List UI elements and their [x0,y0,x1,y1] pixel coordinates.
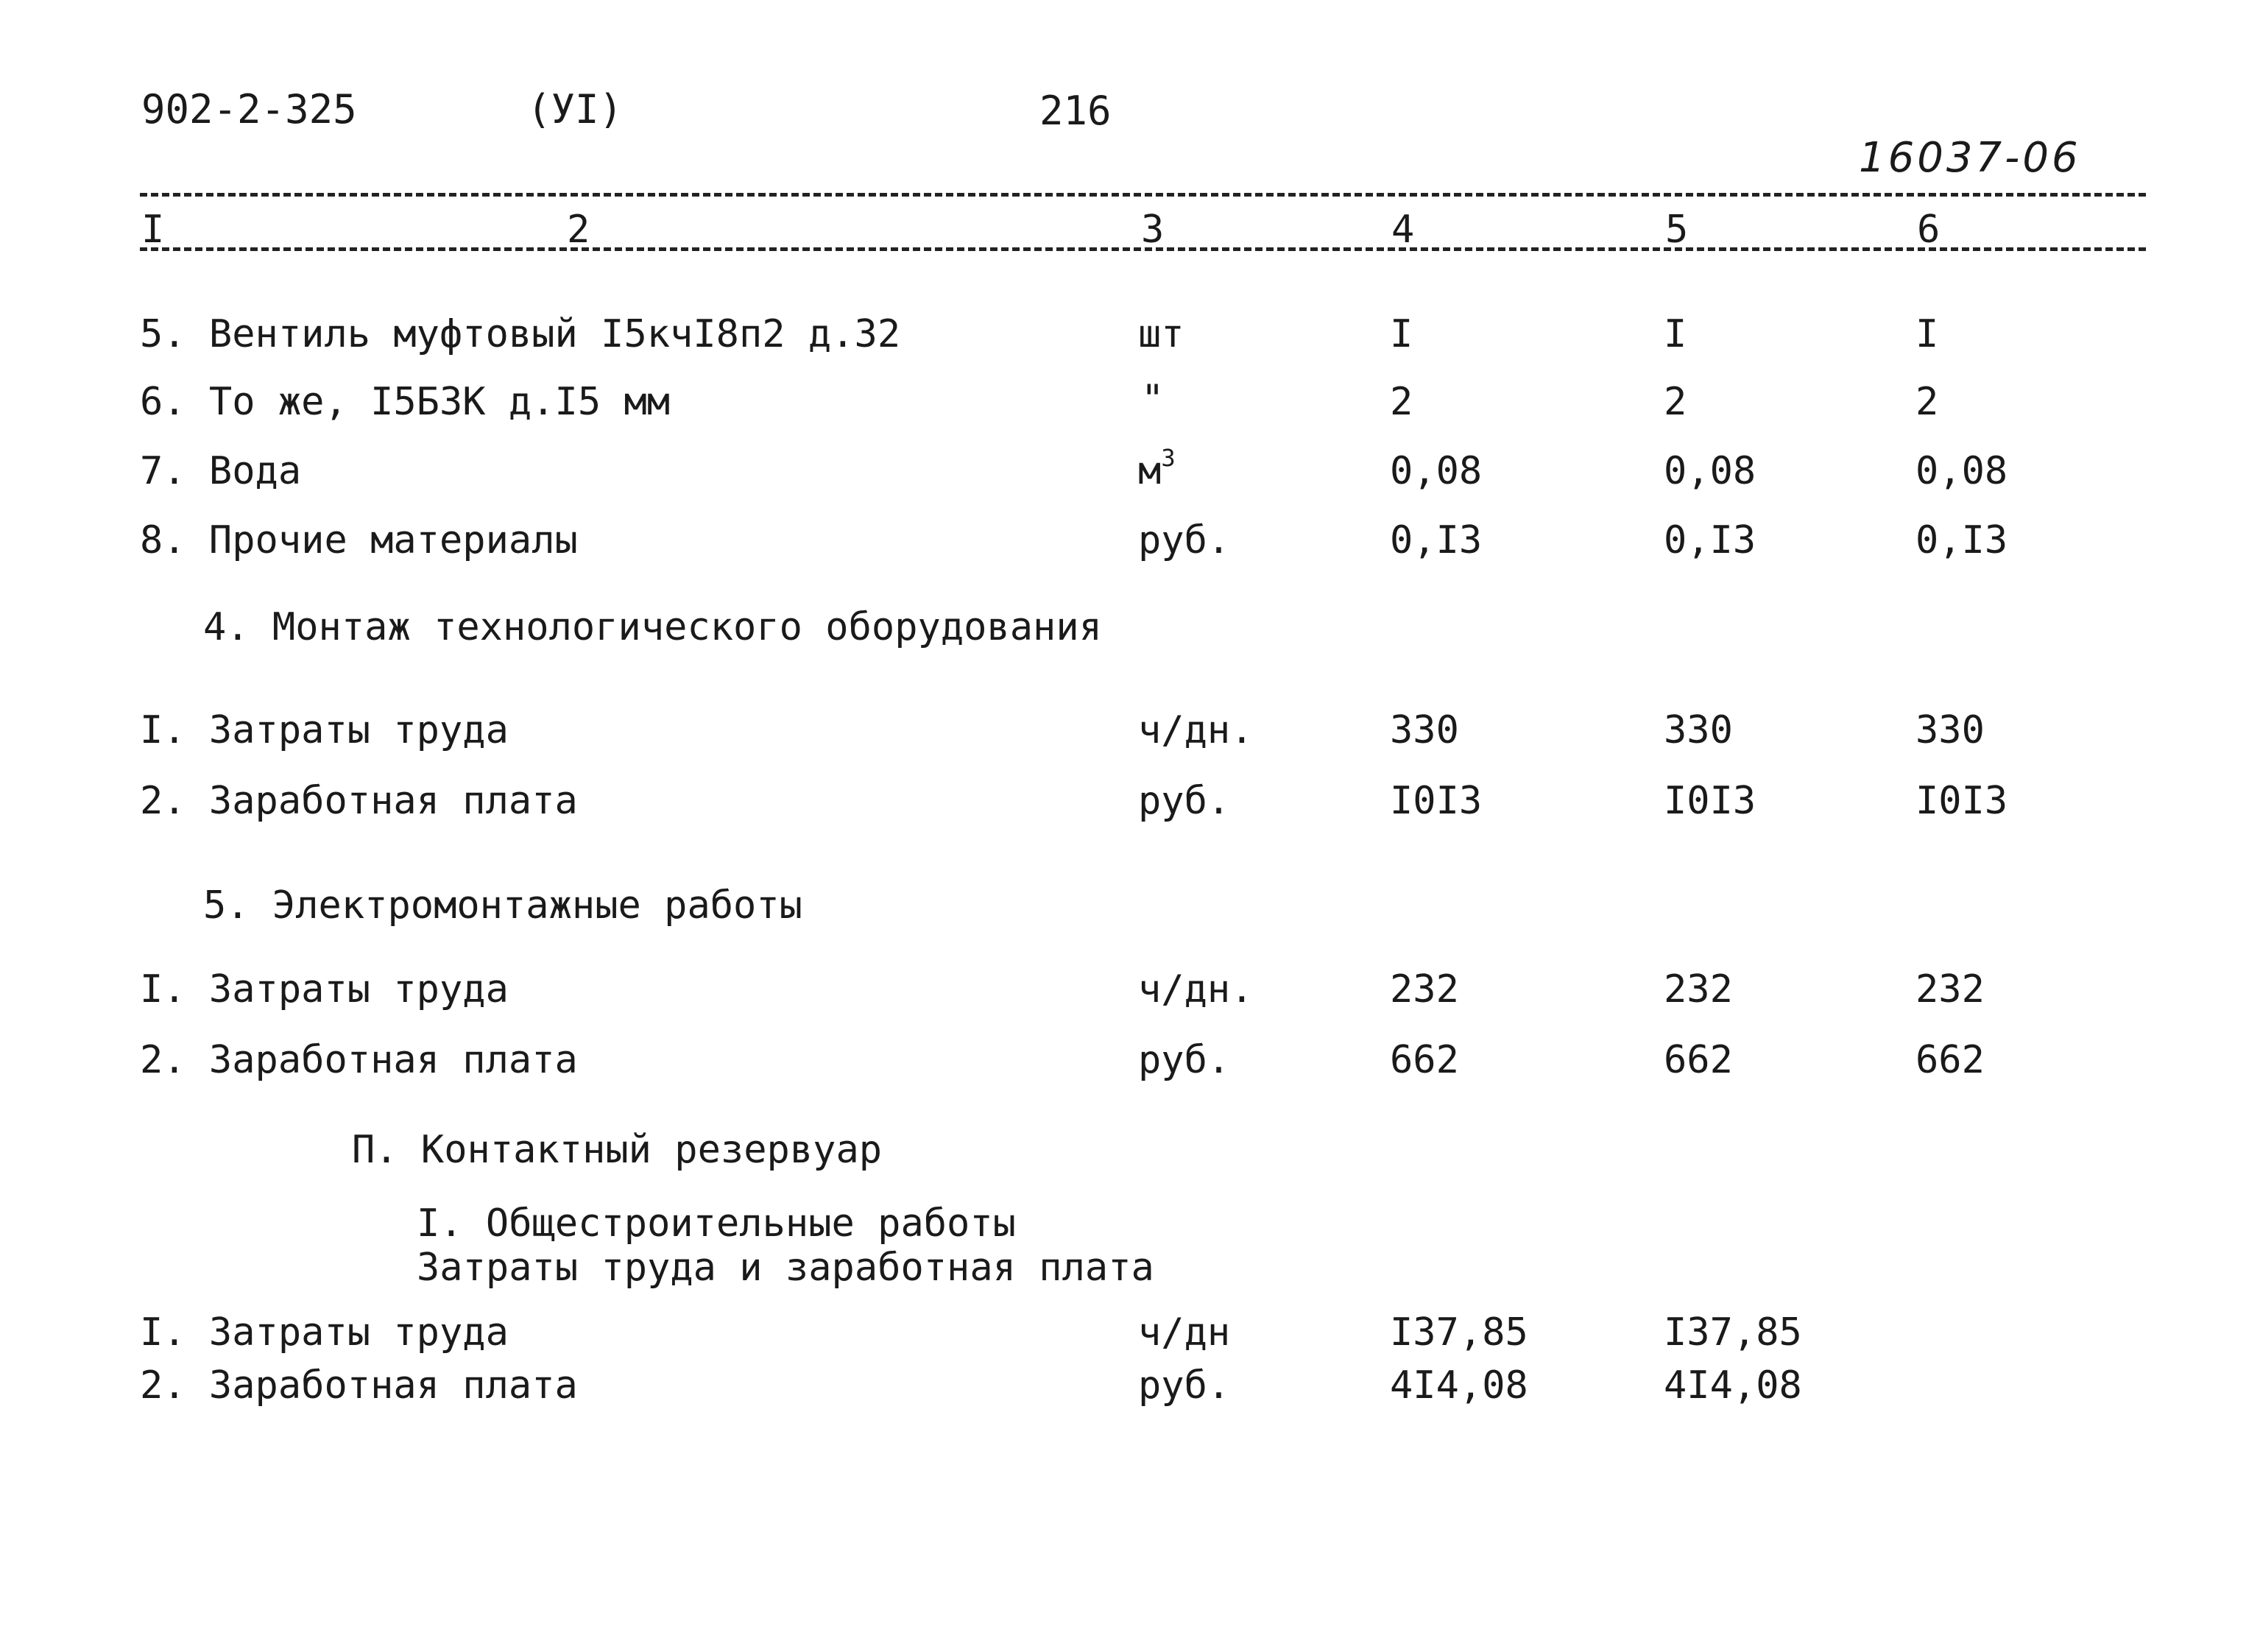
header-rule-bottom [140,247,2146,251]
row-value-col5: 0,I3 [1664,518,1756,562]
row-value-col6: 0,I3 [1915,518,2008,562]
row-name: I. Затраты труда [140,708,509,752]
row-name: 7. Вода [140,449,302,493]
header-rule-top [140,193,2146,197]
row-value-col6: 662 [1915,1038,1985,1082]
row-value-col4: 2 [1390,380,1413,424]
section-title: 4. Монтаж технологического оборудования [203,605,1102,649]
row-unit: ч/дн [1138,1310,1231,1355]
column-number-5: 5 [1665,208,1689,252]
row-unit: руб. [1138,1038,1231,1082]
subsection-subtitle: Затраты труда и заработная плата [417,1246,1154,1290]
unit-superscript: 3 [1161,444,1176,472]
row-unit [1138,444,1176,493]
column-number-4: 4 [1391,208,1415,252]
row-value-col4: 4I4,08 [1390,1363,1528,1408]
row-value-col5: 662 [1664,1038,1733,1082]
document-number: 902-2-325 [141,86,357,133]
sheet-code: 16037-06 [1859,134,2081,182]
row-value-col5: 2 [1664,380,1687,424]
row-unit: ч/дн. [1138,708,1254,752]
unit-base: м [1138,449,1162,493]
row-value-col5: I [1664,312,1687,356]
section-title: 5. Электромонтажные работы [203,883,802,928]
row-value-col6: 330 [1915,708,1985,752]
column-number-1: I [141,208,165,252]
row-value-col4: 0,I3 [1390,518,1483,562]
page-number: 216 [1039,88,1112,134]
row-value-col5: 330 [1664,708,1733,752]
volume-label: (УI) [527,86,624,133]
row-value-col5: 232 [1664,967,1733,1012]
row-name: 2. Заработная плата [140,1038,578,1082]
row-unit: " [1141,377,1165,421]
row-unit: руб. [1138,518,1231,562]
row-unit: шт [1138,312,1184,356]
row-value-col5: I37,85 [1664,1310,1802,1355]
row-value-col4: 232 [1390,967,1459,1012]
column-number-6: 6 [1917,208,1941,252]
row-name: I. Затраты труда [140,1310,509,1355]
row-unit: руб. [1138,779,1231,823]
part-title: П. Контактный резервуар [352,1128,883,1172]
row-name: 8. Прочие материалы [140,518,578,562]
row-name: 2. Заработная плата [140,779,578,823]
row-value-col4: I [1390,312,1413,356]
row-value-col6: 232 [1915,967,1985,1012]
row-name: 2. Заработная плата [140,1363,578,1408]
row-name: 5. Вентиль муфтовый I5кчI8п2 д.32 [140,312,901,356]
column-number-3: 3 [1141,208,1165,252]
row-value-col5: 0,08 [1664,449,1756,493]
row-value-col6: I0I3 [1915,779,2008,823]
row-value-col5: I0I3 [1664,779,1756,823]
column-number-2: 2 [567,208,590,252]
row-unit: ч/дн. [1138,967,1254,1012]
row-value-col4: 0,08 [1390,449,1483,493]
row-unit: руб. [1138,1363,1231,1408]
row-value-col6: 0,08 [1915,449,2008,493]
row-value-col6: I [1915,312,1939,356]
row-name: I. Затраты труда [140,967,509,1012]
row-value-col4: I0I3 [1390,779,1483,823]
row-value-col4: 330 [1390,708,1459,752]
row-value-col4: 662 [1390,1038,1459,1082]
subsection-title: I. Общестроительные работы [417,1201,1016,1246]
row-value-col5: 4I4,08 [1664,1363,1802,1408]
row-name: 6. То же, I5Б3К д.I5 мм [140,380,671,424]
row-value-col6: 2 [1915,380,1939,424]
row-value-col4: I37,85 [1390,1310,1528,1355]
